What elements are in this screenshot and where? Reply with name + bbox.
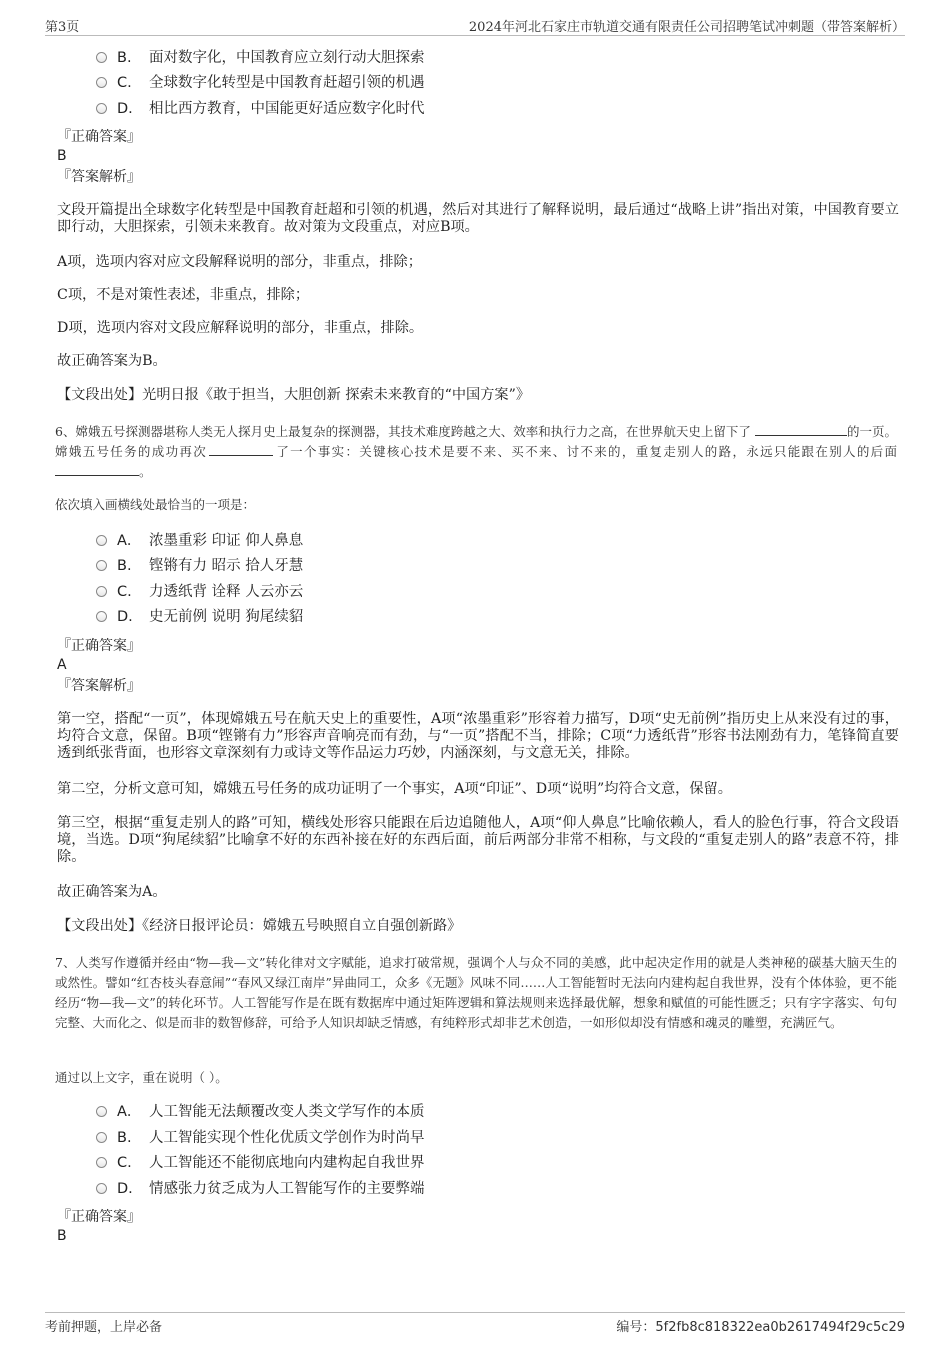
q6-blank-1 — [755, 424, 847, 436]
q7-option-d[interactable]: D. 情感张力贫乏成为人工智能写作的主要弊端 — [96, 1178, 425, 1200]
q7-answer: B — [57, 1228, 67, 1244]
page-footer — [45, 1312, 905, 1336]
q6-blank-3 — [55, 464, 139, 476]
q6-analysis-label: 『答案解析』 — [57, 678, 141, 694]
q5-option-c[interactable]: C. 全球数字化转型是中国教育赶超引领的机遇 — [96, 72, 425, 94]
q6-analysis-para-3: 第三空，根据“重复走别人的路”可知，横线处形容只能跟在后边追随他人，A项“仰人鼻息”比喻依赖人，看人的脸色行事，符合文段语境，当选。D项“狗尾续貂”比喻拿不好的东西补接在好的东西后面，前后两部分非常不相称，与文段的“重复走别人的路”表意不符，排除。 — [57, 815, 899, 865]
radio-icon[interactable] — [96, 535, 107, 546]
radio-icon[interactable] — [96, 103, 107, 114]
q5-analysis-label: 『答案解析』 — [57, 169, 141, 185]
q5-analysis-para-5: 故正确答案为B。 — [57, 353, 167, 369]
q6-analysis-para-2: 第二空，分析文意可知，嫦娥五号任务的成功证明了一个事实，A项“印证”、D项“说明”均符合文意，保留。 — [57, 781, 732, 797]
document-title: 2024年河北石家庄市轨道交通有限责任公司招聘笔试冲刺题（带答案解析） — [468, 20, 905, 35]
q5-answer-label: 『正确答案』 — [57, 129, 141, 145]
q5-analysis-para-1: 文段开篇提出全球数字化转型是中国教育赶超和引领的机遇，然后对其进行了解释说明，最后通过“战略上讲”指出对策，中国教育要立即行动，大胆探索，引领未来教育。故对策为文段重点，对应B项。 — [57, 202, 899, 235]
document-code: 编号：5f2fb8c818322ea0b2617494f29c5c29 — [616, 1320, 905, 1335]
radio-icon[interactable] — [96, 52, 107, 63]
radio-icon[interactable] — [96, 560, 107, 571]
q7-answer-label: 『正确答案』 — [57, 1209, 141, 1225]
q5-option-d[interactable]: D. 相比西方教育，中国能更好适应数字化时代 — [96, 98, 425, 120]
q6-option-d[interactable]: D. 史无前例 说明 狗尾续貂 — [96, 606, 303, 628]
q6-blank-2 — [209, 444, 273, 456]
q7-option-c[interactable]: C. 人工智能还不能彻底地向内建构起自我世界 — [96, 1152, 425, 1174]
radio-icon[interactable] — [96, 1183, 107, 1194]
q6-stem: 6、嫦娥五号探测器堪称人类无人探月史上最复杂的探测器，其技术难度跨越之大、效率和执行力之高，在世界航天史上留下了 的一页。嫦娥五号任务的成功再次 了一个事实：关键核心技术是要不来、买不来、讨不来的，重复走别人的路，永远只能跟在别人的后面。 — [55, 424, 897, 479]
footer-slogan: 考前押题，上岸必备 — [45, 1320, 163, 1335]
q6-answer-label: 『正确答案』 — [57, 638, 141, 654]
radio-icon[interactable] — [96, 586, 107, 597]
radio-icon[interactable] — [96, 1132, 107, 1143]
q6-option-a[interactable]: A． 浓墨重彩 印证 仰人鼻息 — [96, 530, 303, 552]
page-header — [45, 14, 905, 36]
q7-option-a[interactable]: A． 人工智能无法颠覆改变人类文学写作的本质 — [96, 1101, 425, 1123]
q5-option-b[interactable]: B. 面对数字化，中国教育应立刻行动大胆探索 — [96, 47, 425, 69]
q6-option-b[interactable]: B. 铿锵有力 昭示 拾人牙慧 — [96, 555, 303, 577]
q6-answer: A — [57, 657, 67, 673]
radio-icon[interactable] — [96, 1157, 107, 1168]
q6-prompt: 依次填入画横线处最恰当的一项是： — [55, 497, 256, 512]
radio-icon[interactable] — [96, 77, 107, 88]
q7-prompt: 通过以上文字，重在说明（ ）。 — [55, 1070, 228, 1085]
q7-stem: 7、人类写作遵循并经由“物—我—文”转化律对文字赋能，追求打破常规，强调个人与众不同的美感，此中起决定作用的就是人类神秘的碳基大脑天生的或然性。譬如“红杏枝头春意闹”“春风又绿江南岸”异曲同工，众多《无题》风味不同……人工智能暂时无法向内建构起自我世界，没有个体体验，更不能经历“物—我—文”的转化环节。人工智能写作是在既有数据库中通过矩阵逻辑和算法规则来选择最优解，想象和赋值的可能性匮乏；只有字字落实、句句完整、大而化之、似是而非的数智修辞，可给予人知识却缺乏情感，有纯粹形式却非艺术创造，一如形似却没有情感和魂灵的雕塑，充满匠气。 — [55, 955, 897, 1030]
q5-source: 【文段出处】光明日报《敢于担当，大胆创新 探索未来教育的“中国方案”》 — [57, 387, 531, 403]
q5-analysis-para-2: A项，选项内容对应文段解释说明的部分，非重点，排除； — [57, 254, 422, 270]
page-number: 第3页 — [45, 20, 80, 35]
q7-option-b[interactable]: B. 人工智能实现个性化优质文学创作为时尚早 — [96, 1127, 425, 1149]
q6-source: 【文段出处】《经济日报评论员：嫦娥五号映照自立自强创新路》 — [57, 918, 462, 934]
q6-analysis-para-1: 第一空，搭配“一页”，体现嫦娥五号在航天史上的重要性，A项“浓墨重彩”形容着力描写，D项“史无前例”指历史上从来没有过的事，均符合文意，保留。B项“铿锵有力”形容声音响亮而有劲，与“一页”搭配不当，排除；C项“力透纸背”形容书法刚劲有力，笔锋简直要透到纸张背面，也形容文章深刻有力或诗文等作品运力巧妙，内涵深刻，与文意无关，排除。 — [57, 711, 899, 761]
q6-option-c[interactable]: C. 力透纸背 诠释 人云亦云 — [96, 581, 303, 603]
q5-analysis-para-4: D项，选项内容对文段应解释说明的部分，非重点，排除。 — [57, 320, 424, 336]
radio-icon[interactable] — [96, 1106, 107, 1117]
radio-icon[interactable] — [96, 611, 107, 622]
q5-answer: B — [57, 148, 67, 164]
q5-analysis-para-3: C项，不是对策性表述，非重点，排除； — [57, 287, 310, 303]
q6-analysis-para-4: 故正确答案为A。 — [57, 884, 167, 900]
